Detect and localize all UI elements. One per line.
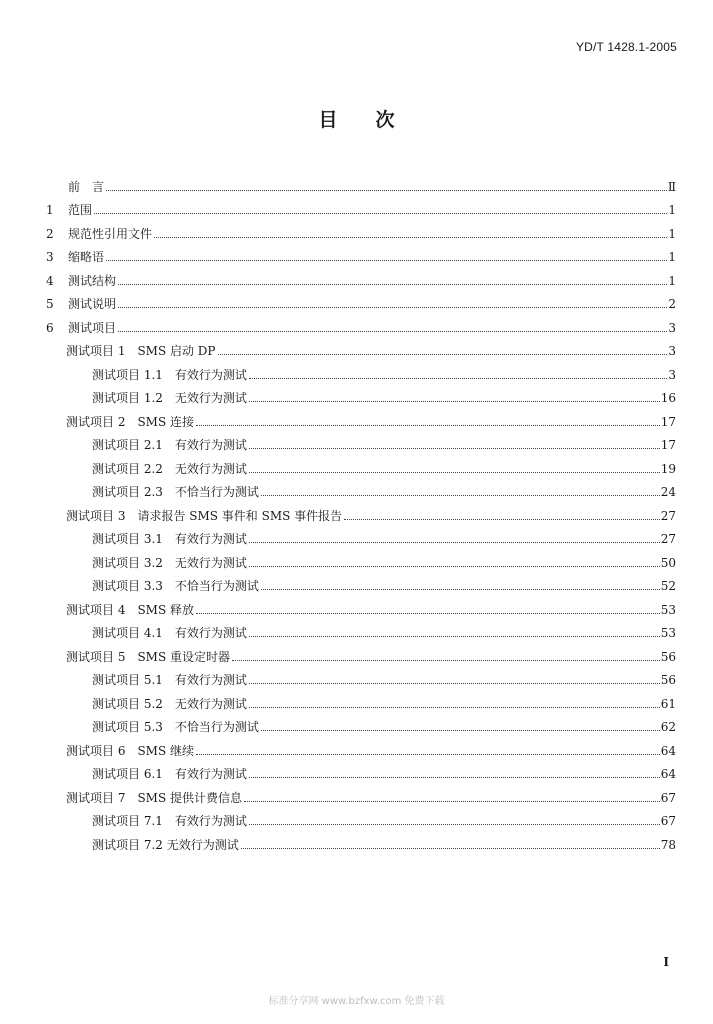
toc-entry[interactable]: [46, 311, 676, 335]
toc-leader-dots: [118, 306, 667, 308]
toc-entry[interactable]: [46, 523, 676, 547]
toc-leader-dots: [241, 847, 660, 849]
toc-entry-label: 测试项目 2.3 不恰当行为测试: [92, 485, 259, 499]
toc-entry-label: 测试项目 7.1 有效行为测试: [92, 814, 247, 828]
toc-entry[interactable]: [46, 781, 676, 805]
toc-entry-page: 2: [668, 297, 676, 311]
toc-entry-page: 64: [660, 743, 676, 758]
toc-entry-page: 3: [668, 320, 676, 335]
toc-entry-label: 测试项目 2.1 有效行为测试: [92, 438, 247, 452]
toc-leader-dots: [249, 823, 660, 825]
table-of-contents: [46, 170, 676, 852]
toc-entry-number: 5: [46, 297, 54, 311]
toc-entry-number: 2: [46, 226, 54, 241]
toc-entry[interactable]: [46, 452, 676, 476]
toc-leader-dots: [249, 565, 660, 567]
toc-entry-page: 67: [660, 814, 676, 828]
toc-entry[interactable]: [46, 570, 676, 594]
toc-entry[interactable]: [46, 499, 676, 523]
toc-entry[interactable]: [46, 217, 676, 241]
toc-entry[interactable]: [46, 758, 676, 782]
toc-leader-dots: [118, 330, 667, 332]
toc-leader-dots: [249, 635, 660, 637]
toc-entry[interactable]: [46, 546, 676, 570]
page-number: I: [663, 955, 669, 969]
toc-entry-page: 16: [660, 391, 676, 405]
toc-entry-label: 测试项目 5 SMS 重设定时器: [66, 649, 230, 664]
toc-entry-number: 1: [46, 203, 54, 217]
toc-entry[interactable]: [46, 593, 676, 617]
toc-entry[interactable]: [46, 382, 676, 406]
toc-entry-page: 1: [668, 273, 676, 288]
toc-entry-number: 4: [46, 273, 54, 288]
toc-entry-page: 24: [660, 485, 676, 499]
toc-entry-page: 53: [660, 602, 676, 617]
toc-entry-label: 测试项目 1.1 有效行为测试: [92, 367, 247, 382]
toc-entry-label: 测试项目 5.2 无效行为测试: [92, 696, 247, 711]
toc-entry[interactable]: [46, 288, 676, 312]
toc-leader-dots: [249, 377, 667, 379]
toc-leader-dots: [249, 400, 660, 402]
toc-entry-page: 61: [660, 696, 676, 711]
toc-entry-page: 19: [660, 461, 676, 476]
toc-entry[interactable]: [46, 358, 676, 382]
toc-leader-dots: [261, 494, 660, 496]
toc-entry-label: 测试项目 6.1 有效行为测试: [92, 767, 247, 781]
toc-entry-label: 前 言: [68, 179, 105, 194]
toc-leader-dots: [249, 541, 660, 543]
toc-leader-dots: [232, 659, 660, 661]
toc-entry[interactable]: [46, 805, 676, 829]
toc-entry-label: 测试项目 7.2 无效行为测试: [92, 837, 239, 852]
toc-leader-dots: [196, 612, 660, 614]
toc-entry-label: 规范性引用文件: [68, 226, 153, 241]
toc-leader-dots: [261, 729, 660, 731]
toc-leader-dots: [261, 588, 660, 590]
toc-entry[interactable]: [46, 335, 676, 359]
page-title: 目次: [318, 109, 433, 131]
toc-leader-dots: [249, 682, 660, 684]
toc-entry-page: 53: [660, 626, 676, 640]
toc-entry-page: 52: [660, 579, 676, 593]
toc-entry-label: 测试项目 3.1 有效行为测试: [92, 532, 247, 546]
toc-entry[interactable]: [46, 264, 676, 288]
toc-entry-page: 27: [660, 508, 676, 523]
toc-entry-page: 27: [660, 532, 676, 546]
toc-entry-label: 测试项目 3.3 不恰当行为测试: [92, 579, 259, 593]
toc-entry[interactable]: [46, 711, 676, 735]
toc-entry-label: 测试项目 1 SMS 启动 DP: [66, 344, 216, 358]
toc-leader-dots: [249, 447, 660, 449]
toc-entry-number: 3: [46, 250, 54, 264]
toc-entry-page: 78: [660, 837, 676, 852]
toc-entry[interactable]: [46, 170, 676, 194]
toc-leader-dots: [94, 212, 667, 214]
toc-leader-dots: [249, 471, 660, 473]
toc-entry-label: 范围: [68, 203, 93, 217]
toc-leader-dots: [196, 424, 660, 426]
toc-leader-dots: [106, 189, 667, 191]
toc-leader-dots: [118, 283, 667, 285]
toc-leader-dots: [196, 753, 660, 755]
toc-entry-label: 测试项目 2 SMS 连接: [66, 414, 194, 429]
toc-entry-label: 测试结构: [68, 273, 117, 288]
toc-entry-page: 67: [660, 790, 676, 805]
toc-entry[interactable]: [46, 664, 676, 688]
toc-entry-label: 测试项目 6 SMS 继续: [66, 743, 194, 758]
toc-entry-page: 1: [668, 226, 676, 241]
toc-entry-page: 56: [660, 673, 676, 687]
toc-entry[interactable]: [46, 429, 676, 453]
toc-leader-dots: [249, 776, 660, 778]
toc-entry[interactable]: [46, 640, 676, 664]
toc-entry[interactable]: [46, 405, 676, 429]
toc-entry-label: 测试说明: [68, 297, 117, 311]
toc-entry-label: 测试项目 3.2 无效行为测试: [92, 555, 247, 570]
toc-leader-dots: [344, 518, 660, 520]
toc-entry-number: 6: [46, 320, 54, 335]
toc-entry[interactable]: [46, 734, 676, 758]
toc-leader-dots: [154, 236, 667, 238]
toc-entry-page: 1: [668, 250, 676, 264]
toc-entry-page: 62: [660, 720, 676, 734]
watermark: 标准分享网 www.bzfxw.com 免费下载: [268, 996, 445, 1007]
toc-entry[interactable]: [46, 476, 676, 500]
toc-leader-dots: [244, 800, 660, 802]
toc-entry-label: 测试项目 3 请求报告 SMS 事件和 SMS 事件报告: [66, 508, 343, 523]
toc-entry-label: 测试项目 7 SMS 提供计费信息: [66, 790, 242, 805]
toc-entry-page: 1: [668, 203, 676, 217]
toc-entry[interactable]: [46, 617, 676, 641]
toc-leader-dots: [249, 706, 660, 708]
toc-entry-page: Ⅱ: [667, 179, 676, 194]
toc-leader-dots: [218, 353, 668, 355]
toc-entry[interactable]: [46, 687, 676, 711]
toc-entry-page: 64: [660, 767, 676, 781]
toc-entry-label: 测试项目 4.1 有效行为测试: [92, 626, 247, 640]
toc-entry-label: 测试项目 4 SMS 释放: [66, 602, 194, 617]
toc-entry-page: 17: [660, 414, 676, 429]
toc-leader-dots: [106, 259, 667, 261]
toc-entry-page: 50: [660, 555, 676, 570]
toc-entry-page: 3: [668, 367, 676, 382]
toc-entry[interactable]: [46, 241, 676, 265]
toc-entry-label: 测试项目 1.2 无效行为测试: [92, 391, 247, 405]
toc-entry[interactable]: [46, 194, 676, 218]
standard-code: YD/T 1428.1-2005: [575, 40, 677, 54]
toc-entry-label: 测试项目: [68, 320, 117, 335]
toc-entry-page: 56: [660, 649, 676, 664]
toc-entry-page: 17: [660, 438, 676, 452]
toc-entry-label: 测试项目 2.2 无效行为测试: [92, 461, 247, 476]
toc-entry-label: 测试项目 5.3 不恰当行为测试: [92, 720, 259, 734]
toc-entry[interactable]: [46, 828, 676, 852]
toc-entry-page: 3: [668, 344, 676, 358]
toc-entry-label: 缩略语: [68, 250, 105, 264]
toc-entry-label: 测试项目 5.1 有效行为测试: [92, 673, 247, 687]
